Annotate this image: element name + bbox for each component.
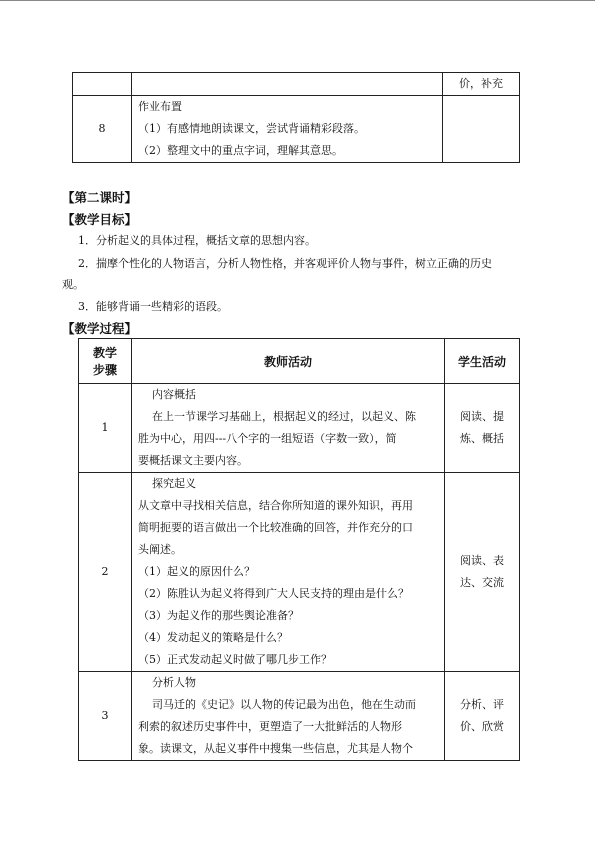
activity-title: 作业布置 — [138, 100, 182, 113]
header-student: 学生活动 — [445, 339, 520, 384]
student-activity — [445, 473, 520, 672]
goals-heading: 【教学目标】 — [62, 212, 138, 227]
teacher-activity — [132, 96, 443, 163]
student-activity — [445, 384, 520, 473]
activity-title: 探究起义 — [152, 477, 196, 490]
student-line: 达、交流 — [460, 576, 504, 589]
teacher-activity — [132, 73, 443, 96]
question-item: （2）陈胜认为起义将得到广大人民支持的理由是什么？ — [138, 587, 409, 600]
student-line: 阅读、提 — [460, 410, 504, 423]
student-activity — [445, 672, 520, 761]
teacher-activity — [132, 473, 445, 672]
activity-title: 内容概括 — [152, 388, 196, 401]
header-step-line: 步骤 — [92, 363, 117, 377]
table-header-row — [79, 339, 520, 384]
process-heading: 【教学过程】 — [62, 321, 138, 336]
activity-line: 象。读课文，从起义事件中搜集一些信息，尤其是人物个 — [138, 742, 413, 755]
student-activity — [443, 96, 520, 163]
goal-item: 3．能够背诵一些精彩的语段。 — [78, 300, 228, 313]
table-row — [73, 73, 520, 96]
student-activity: 价，补充 — [443, 73, 520, 96]
activity-line: 在上一节课学习基础上，根据起义的经过，以起义、陈 — [152, 410, 416, 423]
student-line: 分析、评 — [460, 698, 504, 711]
step-number: 1 — [79, 384, 132, 473]
question-item: （1）起义的原因什么？ — [138, 565, 255, 578]
question-item: （5）正式发动起义时做了哪几步工作？ — [138, 653, 332, 666]
activity-line: 司马迁的《史记》以人物的传记最为出色，他在生动而 — [152, 698, 416, 711]
header-step — [79, 339, 132, 384]
teacher-activity — [132, 672, 445, 761]
table-row — [79, 473, 520, 672]
goal-item: 2．揣摩个性化的人物语言，分析人物性格，并客观评价人物与事件，树立正确的历史 — [78, 257, 492, 270]
activity-line: 从文章中寻找相关信息，结合你所知道的课外知识，再用 — [138, 499, 413, 512]
table-row — [79, 672, 520, 761]
step-number — [73, 73, 132, 96]
step-number: 3 — [79, 672, 132, 761]
page-top-rule — [0, 0, 595, 1]
process-table — [78, 338, 520, 761]
header-teacher: 教师活动 — [132, 339, 445, 384]
activity-line: 头阐述。 — [138, 543, 182, 556]
goal-item: 1．分析起义的具体过程，概括文章的思想内容。 — [78, 234, 316, 247]
teacher-activity — [132, 384, 445, 473]
question-item: （3）为起义作的那些舆论准备？ — [138, 609, 299, 622]
lesson-heading: 【第二课时】 — [62, 190, 138, 205]
activity-line: （2）整理文中的重点字词，理解其意思。 — [138, 144, 343, 157]
activity-line: 利索的叙述历史事件中，更塑造了一大批鲜活的人物形 — [138, 720, 402, 733]
activity-line: 胜为中心，用四---八个字的一组短语（字数一致），简 — [138, 432, 397, 445]
header-step-line: 教学 — [92, 346, 117, 360]
table-row — [73, 96, 520, 163]
question-item: （4）发动起义的策略是什么？ — [138, 631, 288, 644]
step-number: 8 — [73, 96, 132, 163]
student-line: 炼、概括 — [460, 432, 504, 445]
student-line: 阅读、表 — [460, 554, 504, 567]
activity-line: （1）有感情地朗读课文，尝试背诵精彩段落。 — [138, 122, 365, 135]
table-row — [79, 384, 520, 473]
activity-title: 分析人物 — [152, 676, 196, 689]
homework-table — [72, 72, 520, 163]
step-number: 2 — [79, 473, 132, 672]
student-line: 价、欣赏 — [460, 720, 504, 733]
activity-line: 简明扼要的语言做出一个比较准确的回答，并作充分的口 — [138, 521, 413, 534]
activity-line: 要概括课文主要内容。 — [138, 454, 248, 467]
goal-item: 观。 — [62, 278, 84, 291]
